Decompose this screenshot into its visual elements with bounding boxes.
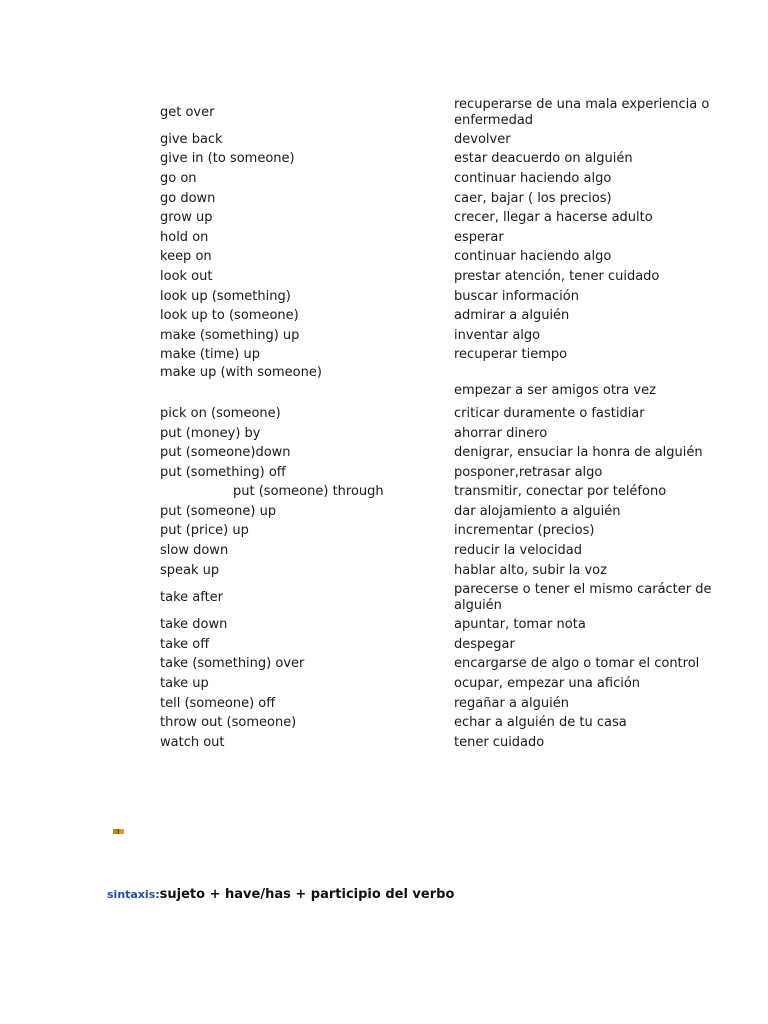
table-row [160,580,720,615]
phrasal-verb: put (money) by [160,425,261,441]
table-row [160,404,720,424]
translation: transmitir, conectar por teléfono [454,484,667,500]
phrasal-verb: speak up [160,562,220,578]
phrasal-verb: make up (with someone) [160,365,322,381]
table-row [160,326,720,346]
table-row [160,463,720,483]
translation: hablar alto, subir la voz [454,562,607,578]
translation: tener cuidado [454,734,545,750]
translation: echar a alguién de tu casa [454,715,627,731]
syntax-rule [107,883,454,902]
table-row [160,346,720,366]
phrasal-verb: take (something) over [160,656,305,672]
phrasal-verb: take after [160,589,224,605]
phrasal-verb: make (time) up [160,347,260,363]
table-row [160,130,720,150]
translation: ocupar, empezar una afición [454,676,641,692]
translation: criticar duramente o fastidiar [454,405,645,421]
table-row [160,694,720,714]
translation: continuar haciendo algo [454,249,612,265]
phrasal-verb: make (something) up [160,327,300,343]
table-row [160,674,720,694]
translation: inventar algo [454,327,541,343]
syntax-formula: sujeto + have/has + participio del verbo [159,887,455,902]
table-row [160,267,720,287]
table-row [160,655,720,675]
translation: devolver [454,131,511,147]
syntax-label: sintaxis: [107,888,160,901]
translation: buscar información [454,288,579,304]
translation: recuperarse de una mala experiencia o enfermedad [454,96,710,128]
table-row [160,561,720,581]
table-row [160,150,720,170]
phrasal-verb: tell (someone) off [160,695,276,711]
translation: dar alojamiento a alguién [454,503,621,519]
table-row [160,424,720,444]
phrasal-verb: take down [160,617,228,633]
translation: recuperar tiempo [454,347,568,363]
table-row [160,635,720,655]
table-row [160,365,720,400]
translation: caer, bajar ( los precios) [454,190,612,206]
phrasal-verb: hold on [160,229,209,245]
phrasal-verb: slow down [160,543,229,559]
table-row [160,169,720,189]
phrasal-verb: look out [160,268,213,284]
table-row [160,522,720,542]
phrasal-verb: put (someone) up [160,503,277,519]
translation: continuar haciendo algo [454,170,612,186]
phrasal-verb: throw out (someone) [160,715,297,731]
phrasal-verb: grow up [160,210,213,226]
flag-icon [113,829,124,834]
translation: empezar a ser amigos otra vez [454,383,656,399]
translation: esperar [454,229,504,245]
table-row [160,615,720,635]
phrasal-verb: keep on [160,249,212,265]
translation: regañar a alguién [454,695,569,711]
table-row [160,713,720,733]
phrasal-verbs-table [160,95,720,753]
translation: apuntar, tomar nota [454,617,586,633]
translation: denigrar, ensuciar la honra de alguién [454,445,703,461]
translation: prestar atención, tener cuidado [454,268,660,284]
translation: despegar [454,636,515,652]
translation: reducir la velocidad [454,543,582,559]
table-row [160,541,720,561]
table-row [160,95,720,130]
phrasal-verb: take up [160,676,209,692]
translation: ahorrar dinero [454,425,548,441]
phrasal-verb: put (price) up [160,523,249,539]
table-row [160,287,720,307]
table-row [160,248,720,268]
translation: admirar a alguién [454,308,570,324]
translation: posponer,retrasar algo [454,464,603,480]
translation: encargarse de algo o tomar el control [454,656,700,672]
translation: estar deacuerdo on alguién [454,151,633,167]
phrasal-verb: go on [160,170,197,186]
phrasal-verb: give in (to someone) [160,151,295,167]
table-row [160,483,720,503]
phrasal-verb: look up to (someone) [160,308,299,324]
translation: parecerse o tener el mismo carácter de alguién [454,581,712,613]
phrasal-verb: put (something) off [160,464,286,480]
phrasal-verb: put (someone) through [233,484,384,500]
phrasal-verb: go down [160,190,216,206]
translation: crecer, llegar a hacerse adulto [454,210,653,226]
phrasal-verb: put (someone)down [160,445,291,461]
table-row [160,733,720,753]
table-row [160,189,720,209]
table-row [160,208,720,228]
phrasal-verb: get over [160,104,215,120]
table-row [160,228,720,248]
phrasal-verb: take off [160,636,210,652]
phrasal-verb: pick on (someone) [160,405,281,421]
translation: incrementar (precios) [454,523,595,539]
table-row [160,502,720,522]
table-row [160,306,720,326]
table-row [160,443,720,463]
phrasal-verb: look up (something) [160,288,291,304]
phrasal-verb: give back [160,131,223,147]
phrasal-verb: watch out [160,734,225,750]
